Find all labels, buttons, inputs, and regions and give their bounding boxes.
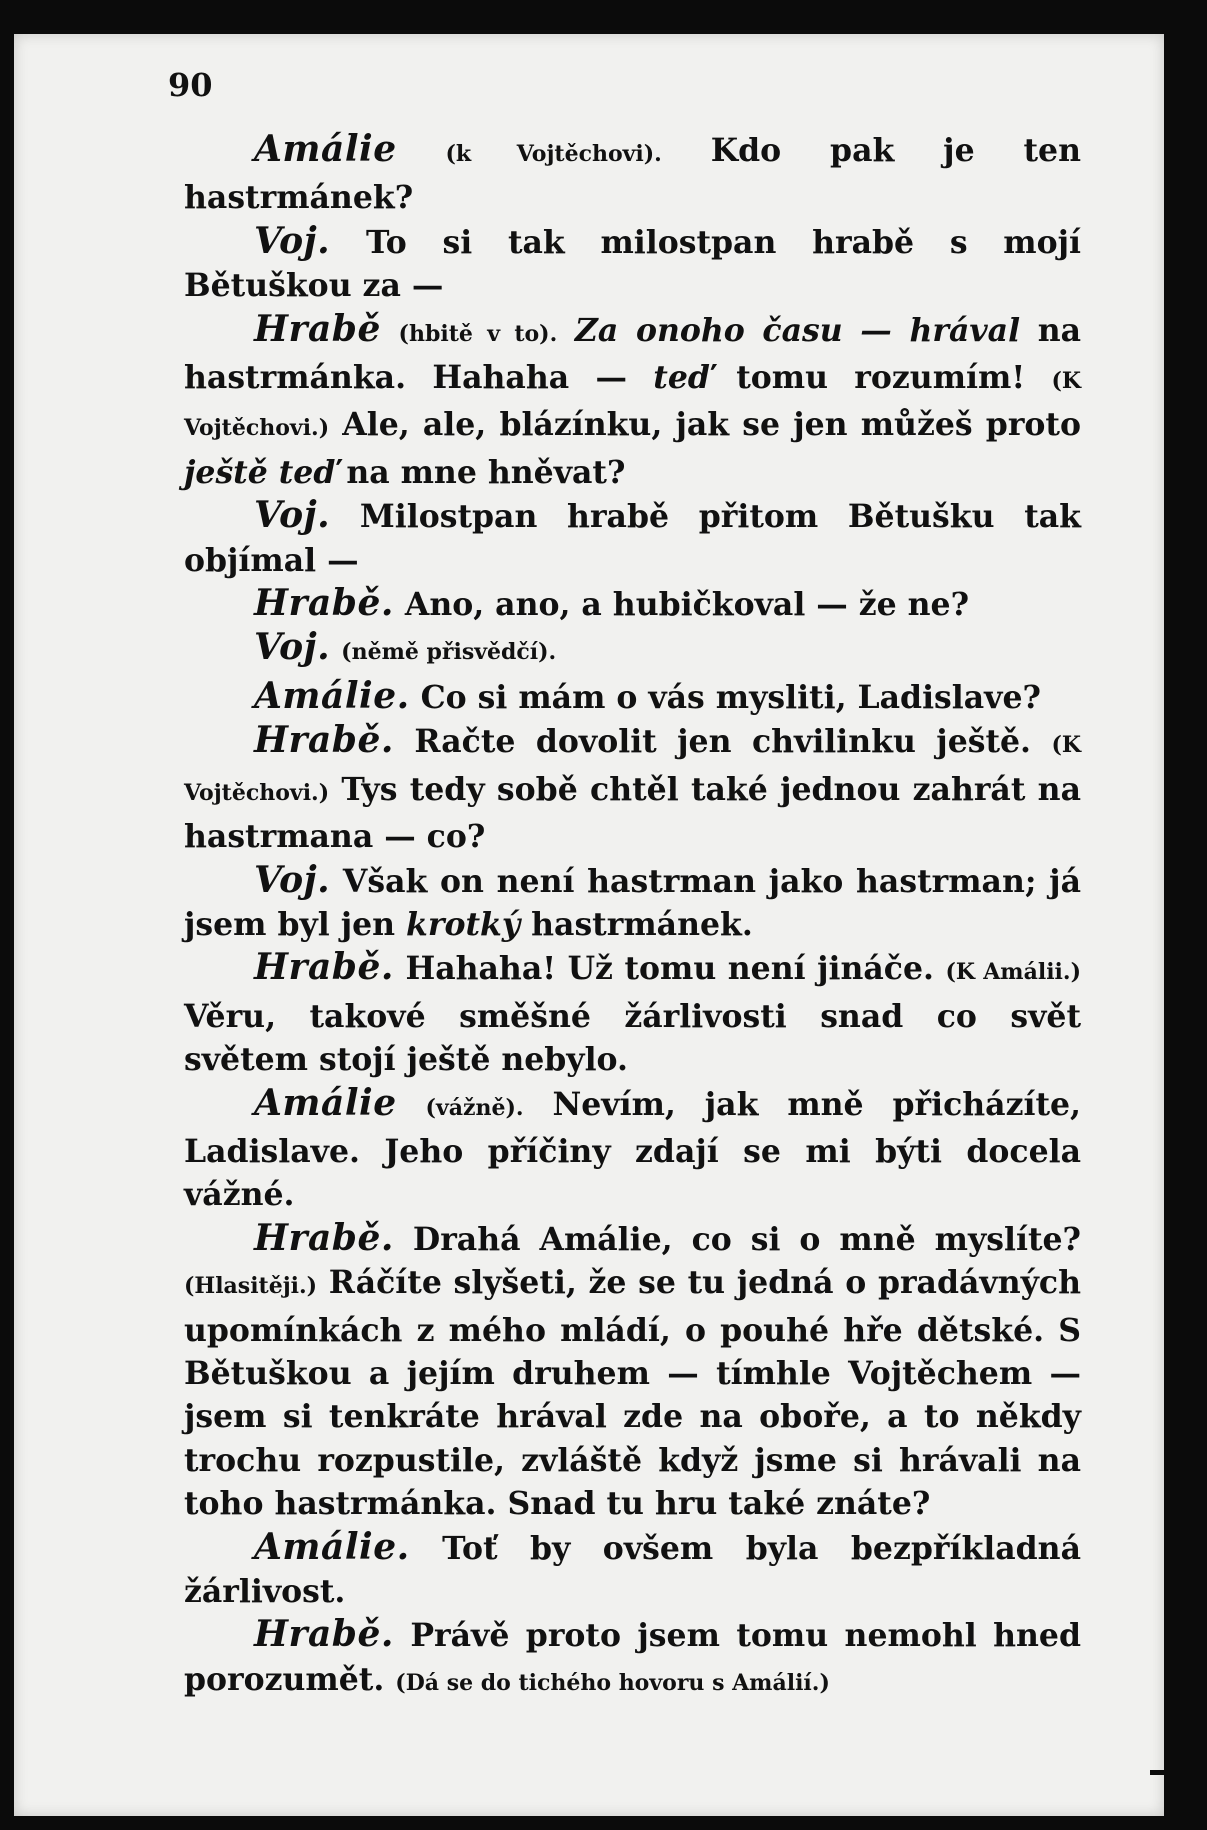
dialogue-paragraph: [184, 494, 1081, 582]
dialogue-text-run: [397, 132, 446, 169]
dialogue-text-run: Račte dovolit jen chvilinku ještě.: [393, 723, 1052, 761]
stage-direction: (K Vojtěchovi.): [184, 368, 1081, 442]
page-edge-mark: [1164, 420, 1170, 480]
dialogue-text-run: hastrmánek.: [520, 905, 753, 943]
stage-direction: (němě přisvědčí).: [341, 639, 557, 666]
stage-direction: (K Vojtěchovi.): [184, 732, 1081, 806]
stage-direction: (Dá se do tichého hovoru s Amálií.): [395, 1669, 830, 1696]
dialogue-text-run: tomu rozumím!: [709, 359, 1052, 397]
dialogue-text-run: Věru, takové směšné žárlivosti snad co svět světem stojí ještě nebylo.: [184, 997, 1081, 1079]
speaker-name: Amálie: [254, 128, 397, 170]
dialogue-paragraph: [184, 582, 1081, 626]
dialogue-paragraph: [184, 220, 1081, 308]
speaker-name: Hrabě.: [254, 1216, 394, 1259]
dialogue-text-run: Tys tedy sobě chtěl také jednou zahrát na hastrmana — co?: [184, 770, 1081, 856]
dialogue-text-run: Ano, ano, a hubičkoval — že ne?: [393, 586, 970, 624]
dialogue-text-run: Nevím, jak mně přicházíte, Ladislave. Jeho příčiny zdají se mi býti docela vážné.: [184, 1085, 1082, 1214]
speaker-name: Voj.: [254, 626, 331, 669]
dialogue-text-run: na mne hněvat?: [335, 453, 626, 491]
speaker-name: Hrabě.: [254, 946, 394, 989]
speaker-name: Amálie: [254, 1081, 397, 1124]
dialogue-paragraph: [184, 1526, 1081, 1614]
dialogue-text: [184, 128, 1081, 1705]
page-edge-mark: [1150, 1770, 1180, 1775]
speaker-name: Hrabě.: [254, 582, 394, 625]
speaker-name: Voj.: [254, 494, 331, 537]
speaker-name: Amálie.: [254, 674, 410, 717]
dialogue-text-run: [381, 312, 399, 349]
dialogue-text-run: [397, 1086, 426, 1123]
speaker-name: Hrabě.: [254, 719, 394, 762]
dialogue-paragraph: [184, 1613, 1081, 1705]
dialogue-text-run: Co si mám o vás mysliti, Ladislave?: [409, 678, 1041, 716]
emphasized-text: teď: [653, 359, 710, 397]
stage-direction: (hbitě v to).: [398, 320, 558, 347]
speaker-name: Hrabě.: [254, 1613, 394, 1656]
dialogue-paragraph: [184, 128, 1081, 220]
dialogue-paragraph: [184, 626, 1081, 674]
dialogue-text-run: [330, 630, 341, 667]
dialogue-paragraph: [184, 1217, 1081, 1526]
dialogue-text-run: Hahaha! Už tomu není jináče.: [393, 950, 946, 988]
dialogue-text-run: Toť by ovšem byla bezpříkladná žárlivost.: [184, 1529, 1081, 1610]
dialogue-text-run: [557, 312, 575, 349]
dialogue-paragraph: [184, 719, 1081, 858]
page-number: 90: [168, 66, 213, 104]
dialogue-text-run: Drahá Amálie, co si o mně myslíte?: [393, 1220, 1081, 1258]
stage-direction: (k Vojtěchovi).: [445, 141, 662, 167]
dialogue-paragraph: [184, 859, 1081, 947]
stage-direction: (vážně).: [425, 1094, 524, 1121]
emphasized-text: ještě teď: [184, 453, 336, 491]
stage-direction: (Hlasitěji.): [184, 1273, 318, 1300]
dialogue-text-run: Milostpan hrabě přitom Bětušku tak objímal —: [184, 498, 1081, 579]
dialogue-text-run: To si tak milostpan hrabě s mojí Bětuškou za —: [184, 223, 1081, 305]
emphasized-text: Za onoho času — hrával: [574, 311, 1021, 349]
speaker-name: Amálie.: [254, 1525, 410, 1568]
dialogue-paragraph: [184, 675, 1081, 719]
speaker-name: Hrabě: [254, 307, 381, 350]
dialogue-text-run: na hastrmánka. Hahaha —: [184, 311, 1082, 397]
dialogue-text-run: Ale, ale, blázínku, jak se jen můžeš proto: [329, 406, 1081, 444]
dialogue-text-run: Kdo pak je ten hastrmánek?: [184, 132, 1081, 217]
emphasized-text: krotký: [406, 905, 521, 943]
dialogue-text-run: Však on není hastrman jako hastrman; já jsem byl jen: [184, 862, 1081, 943]
stage-direction: (K Amálii.): [945, 959, 1081, 986]
dialogue-paragraph: [184, 308, 1081, 495]
speaker-name: Voj.: [254, 858, 331, 901]
dialogue-text-run: Ráčíte slyšeti, že se tu jedná o pradávných upomínkách z mého mládí, o pouhé hře dětské. S Bětuškou a jejím druhem — tímhle Vojtěchem — jsem si tenkráte hrával zde na oboře, a to někdy trochu rozpustile, zvláště když jsme si hrávali na toho hastrmánka. Snad tu hru také znáte?: [184, 1264, 1081, 1523]
dialogue-text-run: Právě proto jsem tomu nemohl hned porozumět.: [184, 1617, 1081, 1698]
speaker-name: Voj.: [254, 219, 331, 262]
dialogue-paragraph: [184, 1082, 1081, 1217]
dialogue-paragraph: [184, 946, 1081, 1081]
